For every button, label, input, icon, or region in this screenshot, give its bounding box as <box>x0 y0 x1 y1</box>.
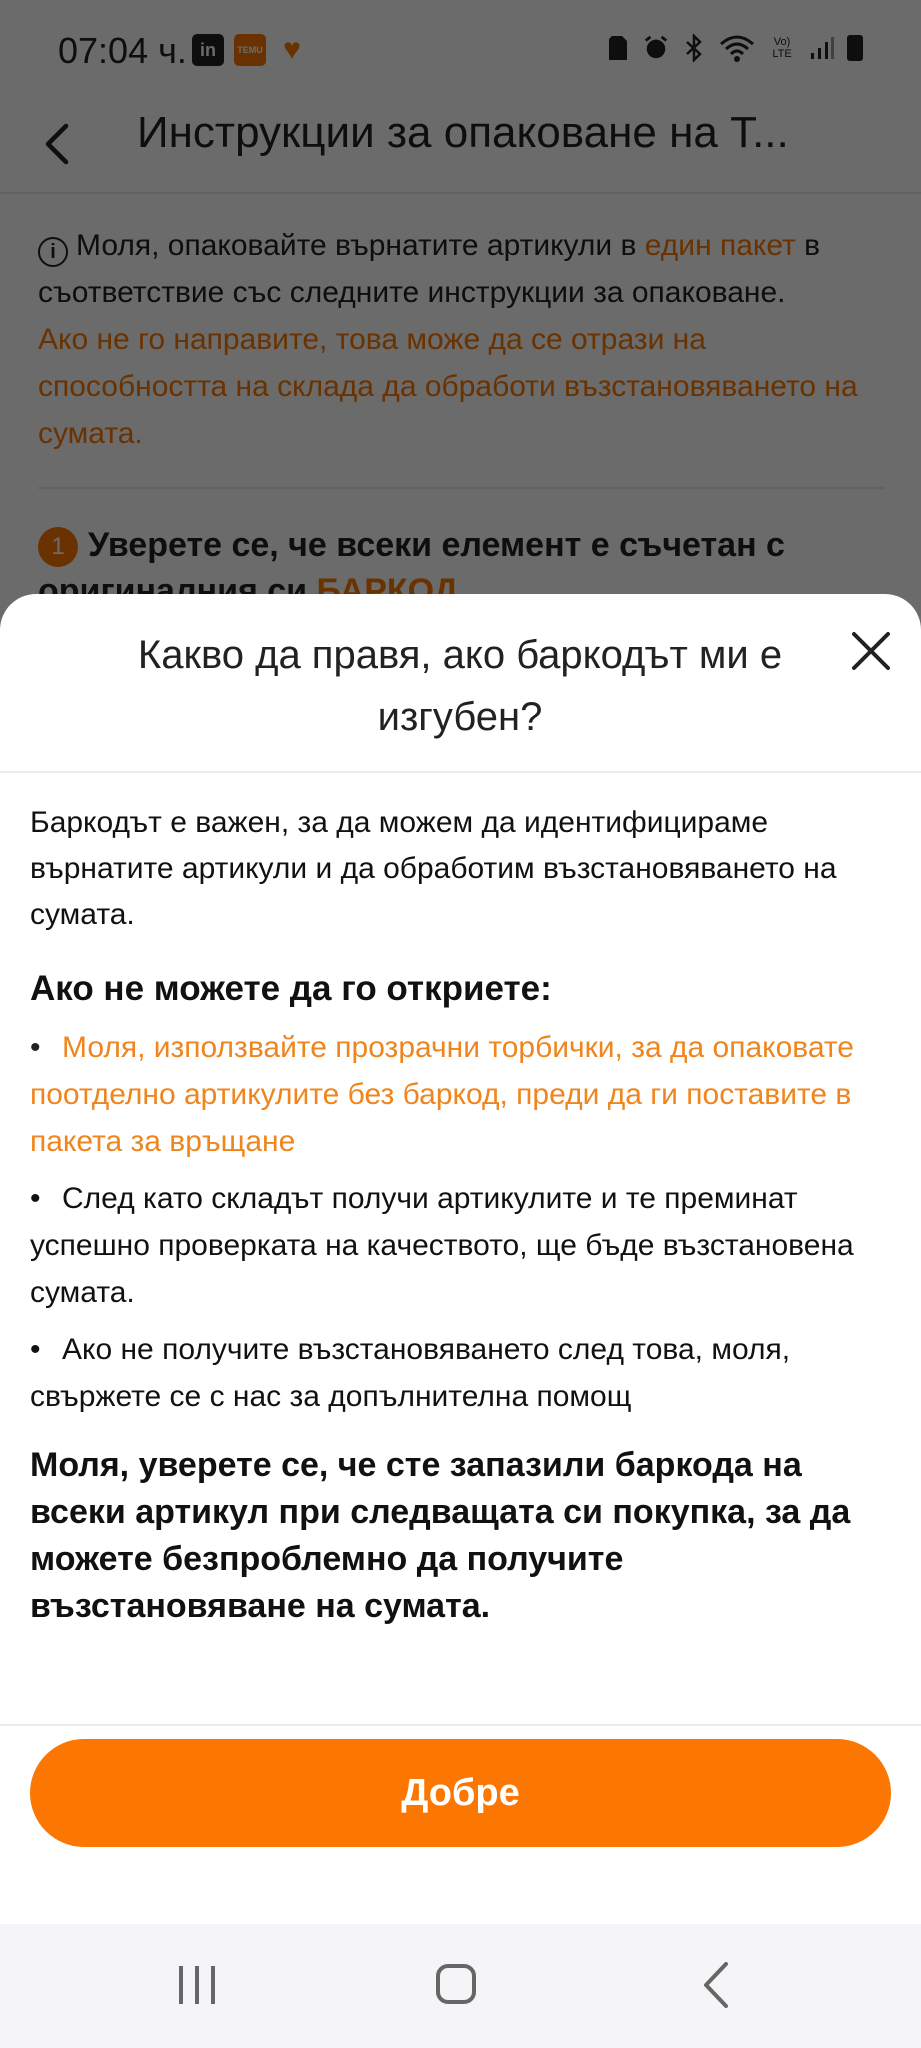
bullet-text: Ако не получите възстановяването след това, моля, свържете се с нас за допълнителна помощ <box>30 1333 791 1413</box>
sheet-closing-note: Моля, уверете се, че сте запазили баркода на всеки артикул при следващата си покупка, за да можете безпроблемно да получите възстановяване на сумата. <box>30 1446 851 1625</box>
bullet-dot: • <box>30 1182 41 1215</box>
bullet-dot: • <box>30 1031 41 1064</box>
bullet-text: Моля, използвайте прозрачни торбички, за да опаковате поотделно артикулите без баркод, преди да ги поставите в пакета за връщане <box>30 1031 854 1158</box>
sheet-intro: Баркодът е важен, за да можем да идентифицираме върнатите артикули и да обработим възстановяването на сумата. <box>30 806 837 931</box>
sheet-subheading: Ако не можете да го откриете: <box>30 969 552 1008</box>
sheet-title: Какво да правя, ако баркодът ми е изгубен? <box>137 633 783 739</box>
barcode-lost-sheet <box>0 594 921 1924</box>
system-nav-bar <box>0 1924 921 2048</box>
home-icon[interactable] <box>436 1964 476 2004</box>
footer-divider <box>0 1724 921 1726</box>
ok-button[interactable]: Добре <box>30 1739 891 1847</box>
close-icon[interactable] <box>848 628 894 674</box>
list-item <box>30 1024 900 1165</box>
list-item <box>30 1175 900 1316</box>
sheet-divider <box>0 771 921 773</box>
bullet-dot: • <box>30 1333 41 1366</box>
back-icon[interactable] <box>696 1960 736 2010</box>
list-item <box>30 1326 900 1420</box>
sheet-body <box>30 800 900 1630</box>
recent-apps-icon[interactable] <box>176 1964 218 2006</box>
bullet-text: След като складът получи артикулите и те преминат успешно проверката на качеството, ще бъде възстановена сумата. <box>30 1182 854 1309</box>
